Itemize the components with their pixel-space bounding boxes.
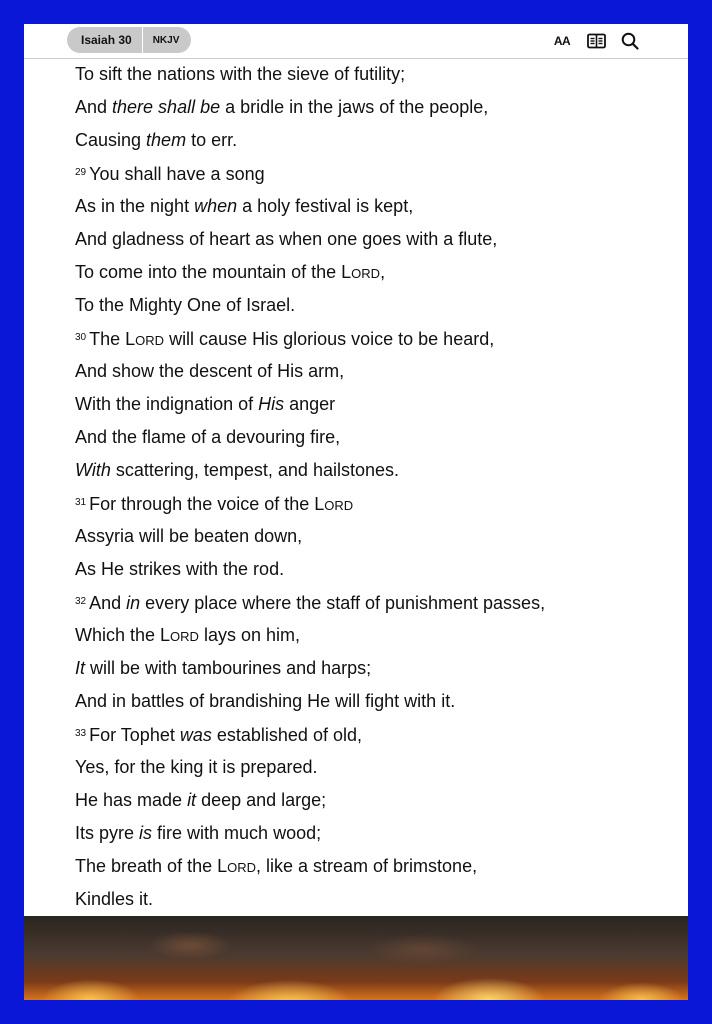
verse-text: will be with tambourines and harps;: [85, 658, 372, 678]
verse-line[interactable]: [75, 323, 668, 356]
verse-line[interactable]: [75, 719, 668, 752]
italic-text: It: [75, 658, 86, 678]
verse-text: every place where the staff of punishment passes,: [140, 593, 546, 613]
verse-text: For through the voice of the: [89, 494, 315, 514]
verse-line[interactable]: [75, 158, 668, 191]
verse-text: And in battles of brandishing He will fight with it.: [75, 691, 456, 711]
reader-frame: [24, 24, 688, 1000]
small-caps-text: Lord: [125, 329, 165, 349]
verse-text: to err.: [186, 130, 238, 150]
verse-text: To the Mighty One of Israel.: [75, 295, 296, 315]
verse-line[interactable]: [75, 554, 668, 587]
italic-text: in: [126, 593, 141, 613]
verse-text: The: [89, 329, 126, 349]
verse-line[interactable]: [75, 356, 668, 389]
verse-line[interactable]: [75, 686, 668, 719]
italic-text: With: [75, 460, 111, 480]
header-tools: [552, 31, 640, 51]
verse-line[interactable]: [75, 851, 668, 884]
verse-line[interactable]: [75, 92, 668, 125]
verse-line[interactable]: [75, 224, 668, 257]
verse-line[interactable]: [75, 884, 668, 917]
italic-text: when: [194, 196, 238, 216]
verse-text: He has made: [75, 790, 188, 810]
verse-text: And the flame of a devouring fire,: [75, 427, 341, 447]
font-size-icon[interactable]: [552, 31, 572, 51]
verse-line[interactable]: [75, 290, 668, 323]
small-caps-text: Lord: [341, 262, 381, 282]
chapter-text[interactable]: [75, 59, 668, 917]
verse-text: Assyria will be beaten down,: [75, 526, 303, 546]
verse-text: And: [75, 97, 113, 117]
reference-selector[interactable]: [67, 27, 191, 53]
version-button[interactable]: NKJV: [142, 27, 192, 53]
verse-line[interactable]: [75, 125, 668, 158]
verse-line[interactable]: [75, 488, 668, 521]
verse-text: The breath of the: [75, 856, 218, 876]
verse-text: You shall have a song: [89, 164, 265, 184]
verse-line[interactable]: [75, 257, 668, 290]
verse-line[interactable]: [75, 587, 668, 620]
small-caps-text: Lord: [314, 494, 354, 514]
verse-line[interactable]: [75, 620, 668, 653]
italic-text: is: [139, 823, 153, 843]
italic-text: it: [187, 790, 197, 810]
verse-text: As He strikes with the rod.: [75, 559, 285, 579]
verse-text: lays on him,: [198, 625, 300, 645]
verse-text: And show the descent of His arm,: [75, 361, 345, 381]
verse-number: 30: [75, 332, 87, 343]
verse-line[interactable]: [75, 455, 668, 488]
verse-text: established of old,: [211, 725, 362, 745]
verse-line[interactable]: [75, 785, 668, 818]
small-caps-text: Lord: [160, 625, 199, 645]
verse-text: Yes, for the king it is prepared.: [75, 757, 318, 777]
verse-text: And: [89, 593, 127, 613]
verse-text: ,: [380, 262, 386, 282]
verse-text: For Tophet: [89, 725, 180, 745]
reader-header: [24, 24, 688, 59]
italic-text: was: [179, 725, 212, 745]
verse-text: will cause His glorious voice to be heard,: [164, 329, 495, 349]
verse-text: , like a stream of brimstone,: [256, 856, 478, 876]
verse-line[interactable]: [75, 191, 668, 224]
verse-number: 32: [75, 596, 87, 607]
verse-text: anger: [284, 394, 336, 414]
verse-line[interactable]: [75, 818, 668, 851]
verse-text: fire with much wood;: [152, 823, 322, 843]
verse-text: Its pyre: [75, 823, 140, 843]
verse-number: 33: [75, 728, 87, 739]
verse-text: deep and large;: [196, 790, 327, 810]
italic-text: them: [146, 130, 187, 150]
verse-text: Kindles it.: [75, 889, 154, 909]
verse-line[interactable]: [75, 653, 668, 686]
verse-text: Which the: [75, 625, 161, 645]
verse-line[interactable]: [75, 389, 668, 422]
small-caps-text: Lord: [217, 856, 256, 876]
verse-number: 31: [75, 497, 87, 508]
verse-line[interactable]: [75, 422, 668, 455]
verse-text: a bridle in the jaws of the people,: [220, 97, 489, 117]
verse-text: scattering, tempest, and hailstones.: [110, 460, 400, 480]
verse-text: a holy festival is kept,: [237, 196, 414, 216]
verse-text: Causing: [75, 130, 147, 150]
italic-text: there shall be: [112, 97, 221, 117]
verse-text: With the indignation of: [75, 394, 259, 414]
verse-text: To sift the nations with the sieve of futility;: [75, 64, 406, 84]
verse-text: To come into the mountain of the: [75, 262, 342, 282]
verse-text: As in the night: [75, 196, 195, 216]
verse-line[interactable]: [75, 59, 668, 92]
italic-text: His: [258, 394, 285, 414]
parallel-view-icon[interactable]: [586, 31, 606, 51]
verse-number: 29: [75, 167, 87, 178]
book-chapter-button[interactable]: Isaiah 30: [81, 33, 132, 47]
font-size-label: AA: [553, 34, 571, 48]
verse-line[interactable]: [75, 521, 668, 554]
verse-line[interactable]: [75, 752, 668, 785]
verse-text: And gladness of heart as when one goes with a flute,: [75, 229, 498, 249]
fire-banner-image: [24, 916, 688, 1000]
search-icon[interactable]: [620, 31, 640, 51]
